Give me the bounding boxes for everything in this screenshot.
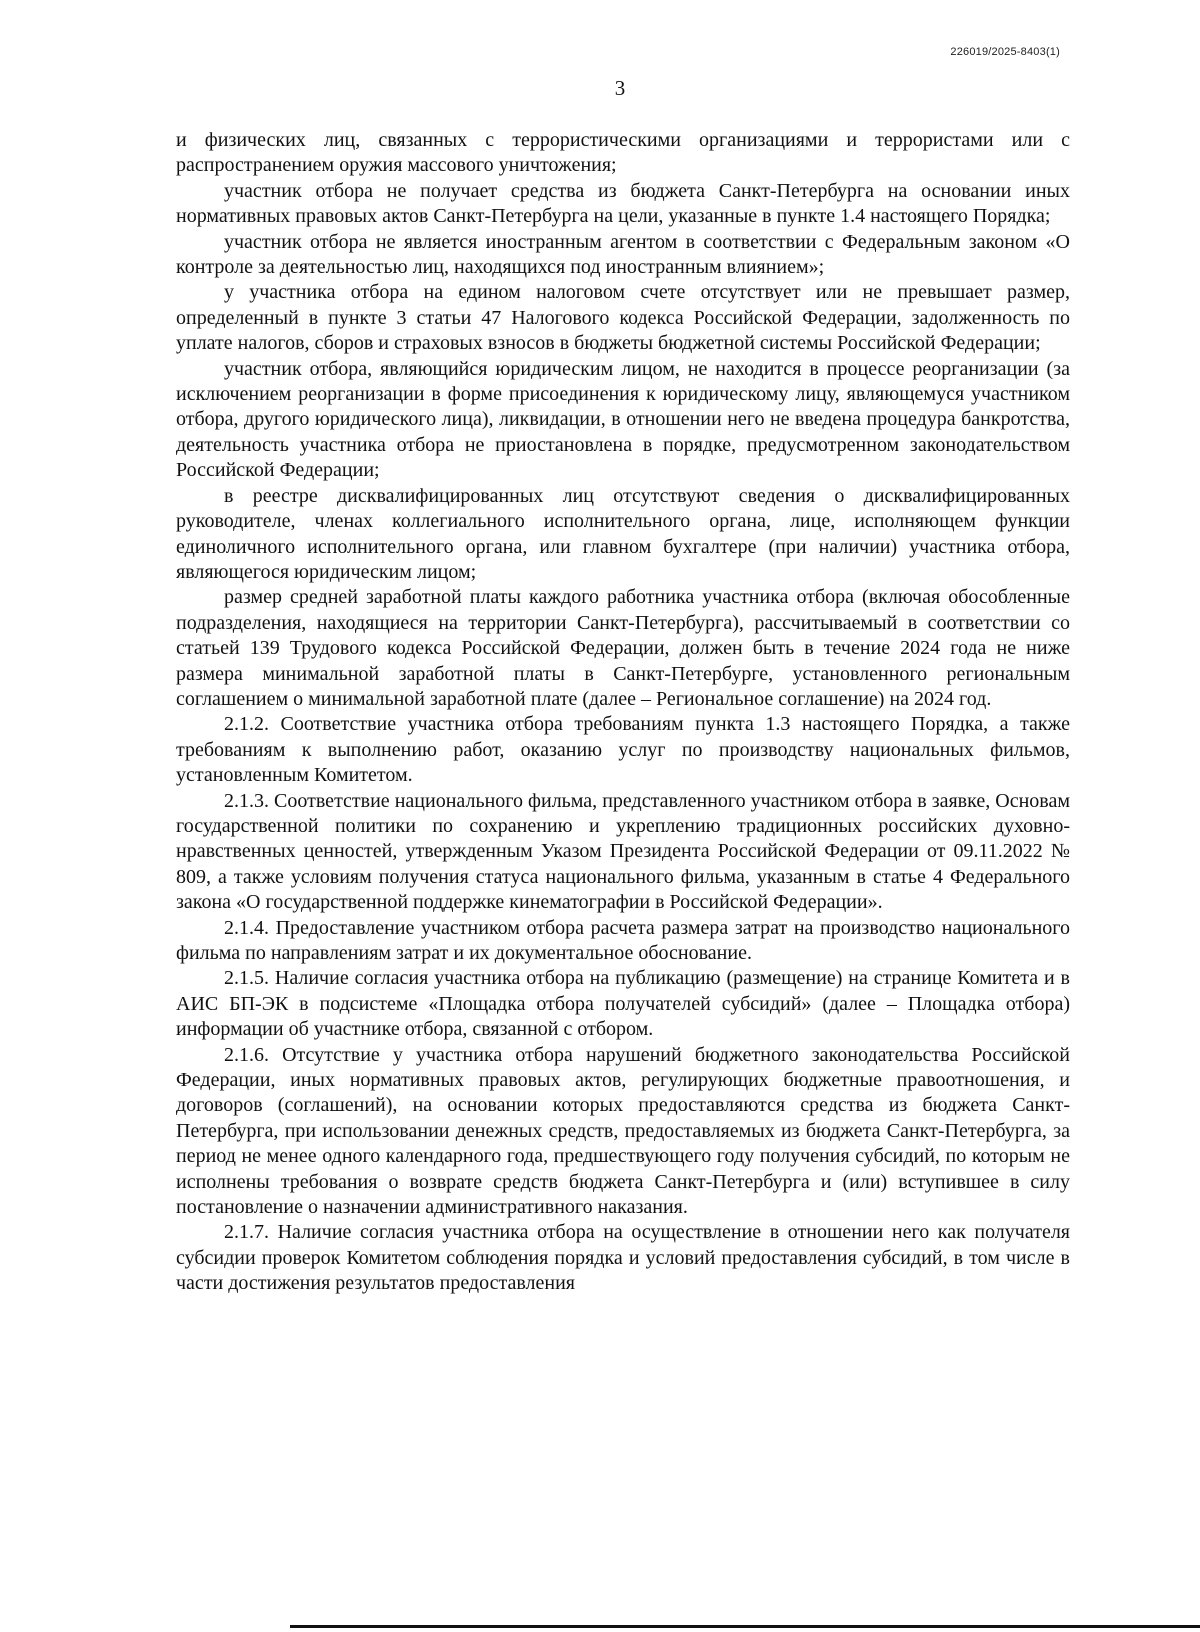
paragraph-tax-debt: у участника отбора на едином налоговом счете отсутствует или не превышает размер, определенный в пункте 3 статьи 47 Налогового кодекса Российской Федерации, задолженность по уплате налогов, сборов и страховых взносов в бюджеты бюджетной системы Российской Федерации; bbox=[176, 281, 1070, 355]
paragraph-reorganization: участник отбора, являющийся юридическим лицом, не находится в процессе реорганизации (за исключением реорганизации в форме присоединения к юридическому лицу, являющемуся участником отбора, другого юридического лица), ликвидации, в отношении него не введена процедура банкротства, деятельность участника отбора не приостановлена в порядке, предусмотренном законодательством Российской Федерации; bbox=[176, 357, 1070, 482]
paragraph-budget-funds: участник отбора не получает средства из бюджета Санкт-Петербурга на основании иных нормативных правовых актов Санкт-Петербурга на цели, указанные в пункте 1.4 настоящего Порядка; bbox=[176, 179, 1070, 228]
document-registration-number: 226019/2025-8403(1) bbox=[950, 46, 1060, 58]
paragraph-2-1-4: 2.1.4. Предоставление участником отбора расчета размера затрат на производство национального фильма по направлениям затрат и их документальное обоснование. bbox=[176, 916, 1070, 964]
paragraph-2-1-3: 2.1.3. Соответствие национального фильма, представленного участником отбора в заявке, Основам государственной политики по сохранению и укреплению традиционных российских духовно-нравственных ценностей, утвержденным Указом Президента Российской Федерации от 09.11.2022 № 809, а также условиям получения статуса национального фильма, указанным в статье 4 Федерального закона «О государственной поддержке кинематографии в Российской Федерации». bbox=[176, 789, 1070, 914]
paragraph-2-1-2: 2.1.2. Соответствие участника отбора требованиям пункта 1.3 настоящего Порядка, а также требованиям к выполнению работ, оказанию услуг по производству национальных фильмов, установленным Комитетом. bbox=[176, 713, 1070, 787]
paragraph-continuation: и физических лиц, связанных с террористическими организациями и террористами или с распространением оружия массового уничтожения; bbox=[176, 129, 1070, 177]
paragraph-average-salary: размер средней заработной платы каждого работника участника отбора (включая обособленные подразделения, находящиеся на территории Санкт-Петербурга), рассчитываемый в соответствии со статьей 139 Трудового кодекса Российской Федерации, должен быть в течение 2024 года не ниже размера минимальной заработной платы в Санкт-Петербурге, установленного региональным соглашением о минимальной заработной плате (далее – Региональное соглашение) на 2024 год. bbox=[176, 586, 1070, 710]
paragraph-2-1-6: 2.1.6. Отсутствие у участника отбора нарушений бюджетного законодательства Российской Федерации, иных нормативных правовых актов, регулирующих бюджетные правоотношения, и договоров (соглашений), на основании которых предоставляются средства из бюджета Санкт-Петербурга, при использовании денежных средств, предоставляемых из бюджета Санкт-Петербурга, за период не менее одного календарного года, предшествующего году получения субсидий, по которым не исполнены требования о возврате средств бюджета Санкт-Петербурга и (или) вступившее в силу постановление о назначении административного наказания. bbox=[176, 1043, 1070, 1219]
paragraph-foreign-agent: участник отбора не является иностранным агентом в соответствии с Федеральным законом «О контроле за деятельностью лиц, находящихся под иностранным влиянием»; bbox=[176, 230, 1070, 279]
page-number: 3 bbox=[614, 76, 626, 100]
scan-bottom-edge-line bbox=[290, 1625, 1200, 1628]
paragraph-disqualified-persons: в реестре дисквалифицированных лиц отсутствуют сведения о дисквалифицированных руководителе, членах коллегиального исполнительного органа, лице, исполняющем функции единоличного исполнительного органа, или главном бухгалтере (при наличии) участника отбора, являющегося юридическим лицом; bbox=[176, 484, 1070, 583]
document-body bbox=[176, 128, 1070, 1297]
paragraph-2-1-5: 2.1.5. Наличие согласия участника отбора на публикацию (размещение) на странице Комитета и в АИС БП-ЭК в подсистеме «Площадка отбора получателей субсидий» (далее – Площадка отбора) информации об участнике отбора, связанной с отбором. bbox=[176, 967, 1070, 1041]
paragraph-2-1-7: 2.1.7. Наличие согласия участника отбора на осуществление в отношении него как получателя субсидии проверок Комитетом соблюдения порядка и условий предоставления субсидий, в том числе в части достижения результатов предоставления bbox=[176, 1221, 1070, 1295]
